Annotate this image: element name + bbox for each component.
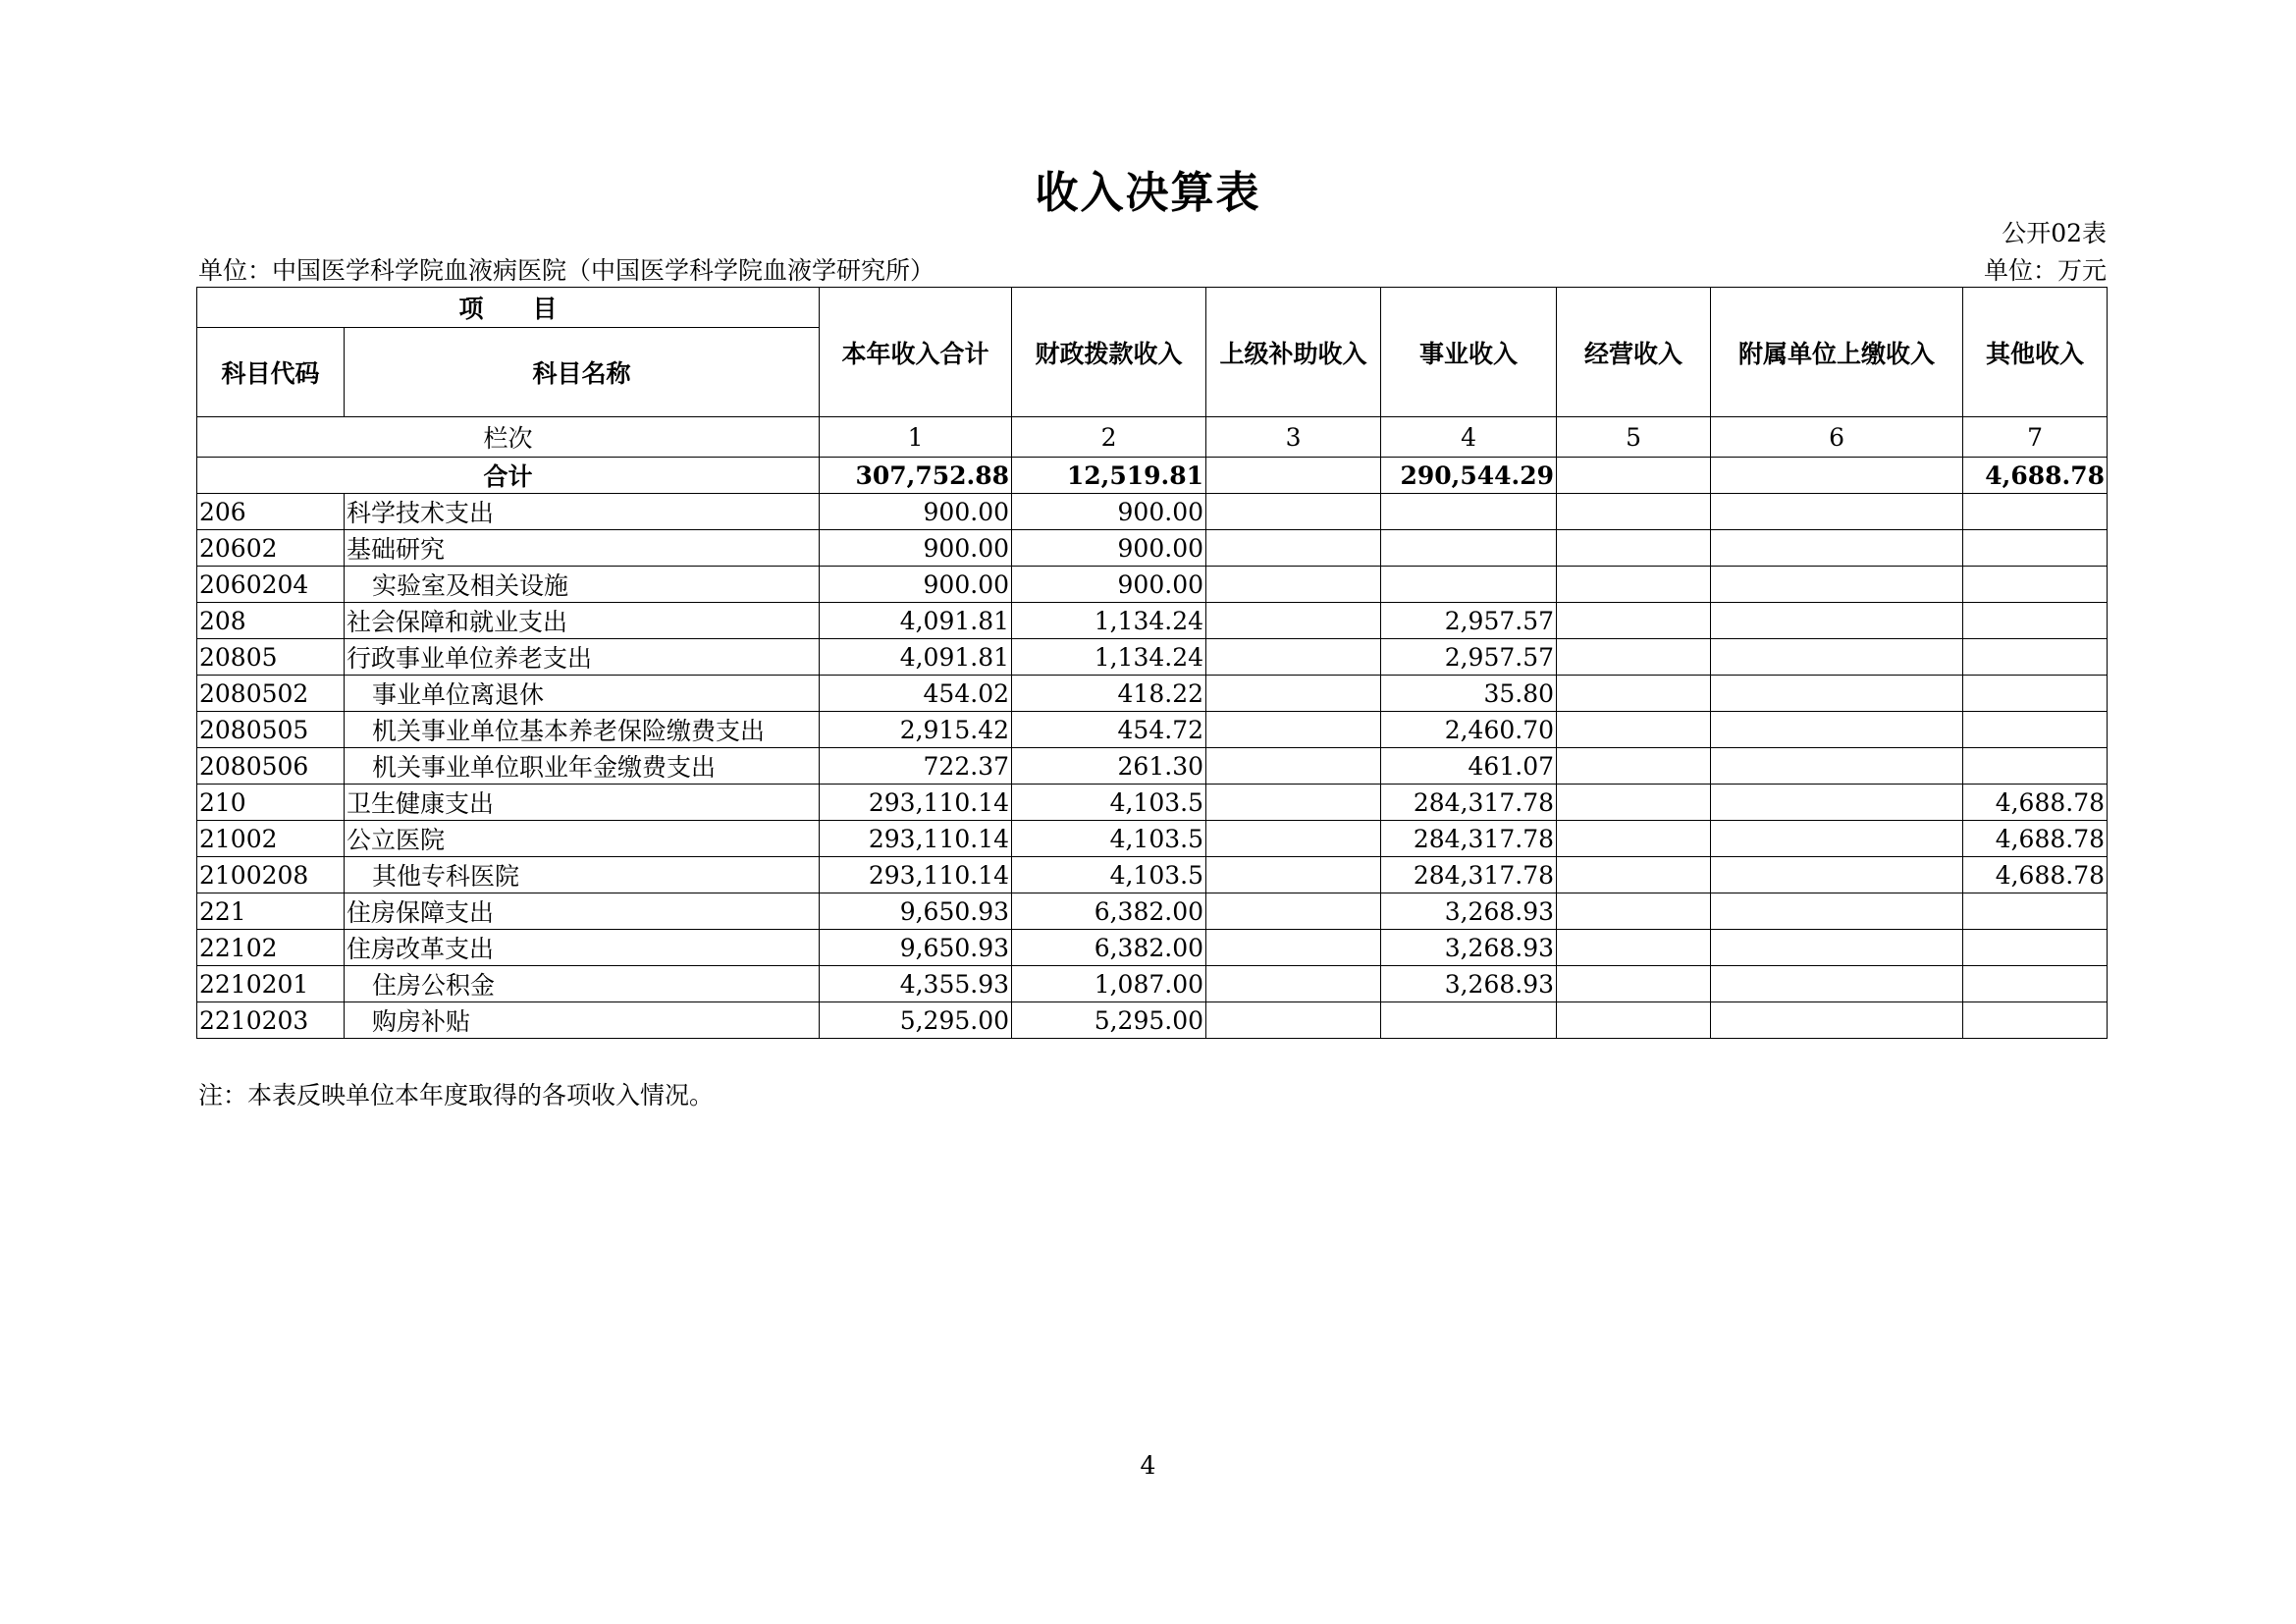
- row-value: 2,957.57: [1381, 639, 1557, 676]
- row-value: [1711, 603, 1963, 639]
- header-col-4: 事业收入: [1381, 288, 1557, 417]
- income-table: [196, 287, 2108, 1039]
- row-value: [1206, 530, 1381, 567]
- row-value: 3,268.93: [1381, 966, 1557, 1002]
- row-value: [1206, 893, 1381, 930]
- row-code: 2100208: [197, 857, 345, 893]
- row-index-num: 2: [1012, 417, 1206, 458]
- row-value: 4,091.81: [820, 639, 1012, 676]
- row-value: [1557, 785, 1711, 821]
- table-number: 公开02表: [2002, 219, 2107, 247]
- header-col-5: 经营收入: [1557, 288, 1711, 417]
- row-value: [1963, 1002, 2108, 1039]
- row-value: [1963, 530, 2108, 567]
- row-index-num: 1: [820, 417, 1012, 458]
- total-value: [1711, 458, 1963, 494]
- row-value: [1381, 1002, 1557, 1039]
- header-col-1: 本年收入合计: [820, 288, 1012, 417]
- row-value: 900.00: [1012, 494, 1206, 530]
- row-value: [1963, 893, 2108, 930]
- row-name: 其他专科医院: [345, 857, 820, 893]
- row-value: [1381, 567, 1557, 603]
- row-value: [1206, 785, 1381, 821]
- row-value: [1206, 966, 1381, 1002]
- row-name: 科学技术支出: [345, 494, 820, 530]
- row-code: 2210203: [197, 1002, 345, 1039]
- row-value: [1206, 821, 1381, 857]
- table-row: [197, 748, 2108, 785]
- row-name: 公立医院: [345, 821, 820, 857]
- row-value: 4,103.5: [1012, 785, 1206, 821]
- row-value: [1557, 748, 1711, 785]
- row-name: 卫生健康支出: [345, 785, 820, 821]
- row-code: 210: [197, 785, 345, 821]
- row-value: 3,268.93: [1381, 893, 1557, 930]
- row-value: [1963, 966, 2108, 1002]
- table-row: [197, 494, 2108, 530]
- total-value: 307,752.88: [820, 458, 1012, 494]
- row-code: 2060204: [197, 567, 345, 603]
- row-value: 5,295.00: [820, 1002, 1012, 1039]
- row-value: 6,382.00: [1012, 893, 1206, 930]
- total-value: 4,688.78: [1963, 458, 2108, 494]
- row-value: 284,317.78: [1381, 857, 1557, 893]
- total-label: 合计: [197, 458, 820, 494]
- table-note: 注：本表反映单位本年度取得的各项收入情况。: [198, 1081, 715, 1110]
- row-name: 事业单位离退休: [345, 676, 820, 712]
- row-index-num: 7: [1963, 417, 2108, 458]
- row-name: 机关事业单位基本养老保险缴费支出: [345, 712, 820, 748]
- row-value: 900.00: [820, 494, 1012, 530]
- row-name: 购房补贴: [345, 1002, 820, 1039]
- header-col-2: 财政拨款收入: [1012, 288, 1206, 417]
- table-row: [197, 857, 2108, 893]
- row-code: 20602: [197, 530, 345, 567]
- total-value: [1206, 458, 1381, 494]
- row-value: [1711, 748, 1963, 785]
- row-value: 900.00: [820, 530, 1012, 567]
- row-value: 1,087.00: [1012, 966, 1206, 1002]
- row-value: 9,650.93: [820, 930, 1012, 966]
- page-title: 收入决算表: [1035, 168, 1261, 218]
- row-value: [1711, 1002, 1963, 1039]
- row-value: 35.80: [1381, 676, 1557, 712]
- row-value: [1206, 857, 1381, 893]
- row-code: 2210201: [197, 966, 345, 1002]
- row-value: 454.02: [820, 676, 1012, 712]
- row-value: [1557, 639, 1711, 676]
- row-value: 900.00: [820, 567, 1012, 603]
- total-value: 290,544.29: [1381, 458, 1557, 494]
- row-value: 4,688.78: [1963, 857, 2108, 893]
- row-value: [1206, 494, 1381, 530]
- row-value: 454.72: [1012, 712, 1206, 748]
- row-value: [1557, 966, 1711, 1002]
- row-value: [1963, 494, 2108, 530]
- row-value: [1711, 494, 1963, 530]
- row-value: [1557, 494, 1711, 530]
- page-number: 4: [1140, 1451, 1156, 1480]
- row-code: 208: [197, 603, 345, 639]
- header-project: 项 目: [197, 288, 820, 328]
- row-name: 社会保障和就业支出: [345, 603, 820, 639]
- row-value: [1711, 676, 1963, 712]
- row-index-num: 6: [1711, 417, 1963, 458]
- unit-organization: 单位：中国医学科学院血液病医院（中国医学科学院血液学研究所）: [198, 256, 935, 285]
- row-index-num: 5: [1557, 417, 1711, 458]
- row-name: 住房保障支出: [345, 893, 820, 930]
- row-value: 2,957.57: [1381, 603, 1557, 639]
- row-code: 2080505: [197, 712, 345, 748]
- row-index-num: 3: [1206, 417, 1381, 458]
- row-value: [1711, 567, 1963, 603]
- row-value: 284,317.78: [1381, 821, 1557, 857]
- unit-currency: 单位：万元: [1983, 256, 2107, 285]
- row-name: 基础研究: [345, 530, 820, 567]
- row-name: 住房公积金: [345, 966, 820, 1002]
- row-value: 4,103.5: [1012, 857, 1206, 893]
- table-row: [197, 603, 2108, 639]
- row-value: [1963, 603, 2108, 639]
- row-value: [1206, 930, 1381, 966]
- total-value: [1557, 458, 1711, 494]
- row-value: 900.00: [1012, 530, 1206, 567]
- row-value: 9,650.93: [820, 893, 1012, 930]
- row-value: 293,110.14: [820, 857, 1012, 893]
- row-value: 1,134.24: [1012, 603, 1206, 639]
- row-index-label: 栏次: [197, 417, 820, 458]
- table-row: [197, 785, 2108, 821]
- row-value: [1557, 821, 1711, 857]
- row-value: 2,460.70: [1381, 712, 1557, 748]
- row-value: 284,317.78: [1381, 785, 1557, 821]
- row-value: 461.07: [1381, 748, 1557, 785]
- row-name: 机关事业单位职业年金缴费支出: [345, 748, 820, 785]
- row-value: [1711, 930, 1963, 966]
- row-name: 行政事业单位养老支出: [345, 639, 820, 676]
- row-value: [1557, 712, 1711, 748]
- row-code: 221: [197, 893, 345, 930]
- row-code: 20805: [197, 639, 345, 676]
- row-value: [1557, 930, 1711, 966]
- row-value: [1711, 785, 1963, 821]
- row-value: [1711, 712, 1963, 748]
- table-row: [197, 676, 2108, 712]
- row-value: [1206, 676, 1381, 712]
- row-value: [1711, 639, 1963, 676]
- table-row: [197, 930, 2108, 966]
- header-col-3: 上级补助收入: [1206, 288, 1381, 417]
- row-value: [1711, 857, 1963, 893]
- row-value: 4,091.81: [820, 603, 1012, 639]
- row-value: 293,110.14: [820, 821, 1012, 857]
- table-row: [197, 567, 2108, 603]
- row-code: 2080506: [197, 748, 345, 785]
- row-value: [1206, 748, 1381, 785]
- row-value: 4,355.93: [820, 966, 1012, 1002]
- row-value: [1711, 966, 1963, 1002]
- row-value: 5,295.00: [1012, 1002, 1206, 1039]
- header-code: 科目代码: [197, 328, 345, 417]
- row-value: [1711, 821, 1963, 857]
- row-value: [1206, 603, 1381, 639]
- row-index-num: 4: [1381, 417, 1557, 458]
- row-value: [1557, 857, 1711, 893]
- row-value: 4,688.78: [1963, 785, 2108, 821]
- table-row: [197, 712, 2108, 748]
- table-row: [197, 639, 2108, 676]
- row-value: [1963, 567, 2108, 603]
- row-code: 2080502: [197, 676, 345, 712]
- row-value: 418.22: [1012, 676, 1206, 712]
- row-code: 206: [197, 494, 345, 530]
- row-value: [1557, 893, 1711, 930]
- total-value: 12,519.81: [1012, 458, 1206, 494]
- row-value: [1711, 530, 1963, 567]
- row-value: [1206, 567, 1381, 603]
- row-value: [1557, 567, 1711, 603]
- table-row: [197, 821, 2108, 857]
- row-value: [1557, 530, 1711, 567]
- row-value: 293,110.14: [820, 785, 1012, 821]
- row-value: 4,688.78: [1963, 821, 2108, 857]
- header-col-7: 其他收入: [1963, 288, 2108, 417]
- row-value: [1381, 494, 1557, 530]
- table-row: [197, 530, 2108, 567]
- row-value: [1381, 530, 1557, 567]
- row-code: 21002: [197, 821, 345, 857]
- row-value: 261.30: [1012, 748, 1206, 785]
- row-name: 住房改革支出: [345, 930, 820, 966]
- row-value: [1557, 1002, 1711, 1039]
- row-value: 900.00: [1012, 567, 1206, 603]
- header-col-6: 附属单位上缴收入: [1711, 288, 1963, 417]
- row-value: [1963, 639, 2108, 676]
- row-name: 实验室及相关设施: [345, 567, 820, 603]
- row-value: 722.37: [820, 748, 1012, 785]
- header-name: 科目名称: [345, 328, 820, 417]
- table-row: [197, 893, 2108, 930]
- row-value: [1963, 930, 2108, 966]
- row-value: 4,103.5: [1012, 821, 1206, 857]
- row-value: [1711, 893, 1963, 930]
- table-row: [197, 966, 2108, 1002]
- row-value: [1963, 748, 2108, 785]
- row-value: 6,382.00: [1012, 930, 1206, 966]
- row-value: [1963, 676, 2108, 712]
- row-value: [1206, 712, 1381, 748]
- row-value: 3,268.93: [1381, 930, 1557, 966]
- row-value: [1557, 676, 1711, 712]
- row-value: [1206, 639, 1381, 676]
- row-value: 1,134.24: [1012, 639, 1206, 676]
- row-value: 2,915.42: [820, 712, 1012, 748]
- table-row: [197, 1002, 2108, 1039]
- row-code: 22102: [197, 930, 345, 966]
- row-value: [1963, 712, 2108, 748]
- row-value: [1557, 603, 1711, 639]
- row-value: [1206, 1002, 1381, 1039]
